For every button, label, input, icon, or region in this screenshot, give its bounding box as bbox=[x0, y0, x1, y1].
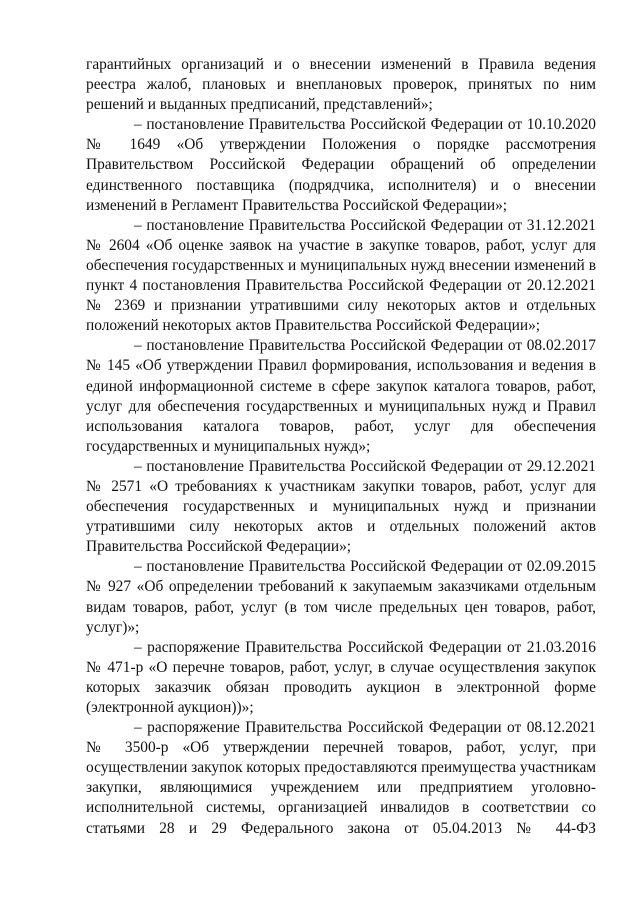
paragraph-decree-927: – постановление Правительства Российской Федерации от 02.09.2015 № 927 «Об определении требований к закупаемым заказчиками отдельным видам товаров, работ, услуг (в том числе предельных цен товаров, работ, услуг)»; bbox=[86, 558, 596, 636]
paragraph-order-471r: – распоряжение Правительства Российской Федерации от 21.03.2016 № 471-р «О перечне товаров, работ, услуг, в случае осуществления закупок которых заказчик обязан проводить аукцион в электронной форме (электронной аукцион))»; bbox=[86, 638, 604, 716]
paragraph-decree-145: – постановление Правительства Российской Федерации от 08.02.2017 № 145 «Об утверждении Правил формирования, использования и ведения в единой информационной системе в сфере закупок каталога товаров, работ, услуг для обеспечения государственных и муниципальных нужд и Правил использования каталога товаров, работ, услуг для обеспечения государственных и муниципальных нужд»; bbox=[86, 337, 596, 455]
paragraph-order-3500r: – распоряжение Правительства Российской Федерации от 08.12.2021 № 3500-р «Об утверждении перечней товаров, работ, услуг, при осуществлении закупок которых предоставляются преимущества участникам закупки, являющимися учреждением или предприятием уголовно-исполнительной системы, организацией инвалидов в соответствии со статьями 28 и 29 Федерального закона от 05.04.2013 № 44-ФЗ bbox=[86, 719, 597, 837]
paragraph-decree-2571: – постановление Правительства Российской Федерации от 29.12.2021 № 2571 «О требованиях к участникам закупки товаров, работ, услуг для обеспечения государственных и муниципальных нужд и признании утратившими силу некоторых актов и отдельных положений актов Правительства Российской Федерации»; bbox=[86, 457, 596, 556]
document-page bbox=[86, 55, 604, 839]
paragraph-continuation: гарантийных организаций и о внесении изменений в Правила ведения реестра жалоб, плановых и внеплановых проверок, принятых по ним решений и выданных предписаний, представлений»; bbox=[86, 56, 596, 114]
paragraph-decree-1649: – постановление Правительства Российской Федерации от 10.10.2020 № 1649 «Об утверждении Положения о порядке рассмотрения Правительством Российской Федерации обращений об определении единственного поставщика (подрядчика, исполнителя) и о внесении изменений в Регламент Правительства Российской Федерации»; bbox=[86, 116, 596, 214]
paragraph-decree-2604: – постановление Правительства Российской Федерации от 31.12.2021 № 2604 «Об оценке заявок на участие в закупке товаров, работ, услуг для обеспечения государственных и муниципальных нужд внесении изменений в пункт 4 постановления Правительства Российской Федерации от 20.12.2021 № 2369 и признании утратившими силу некоторых актов и отдельных положений некоторых актов Правительства Российской Федерации»; bbox=[86, 216, 596, 335]
